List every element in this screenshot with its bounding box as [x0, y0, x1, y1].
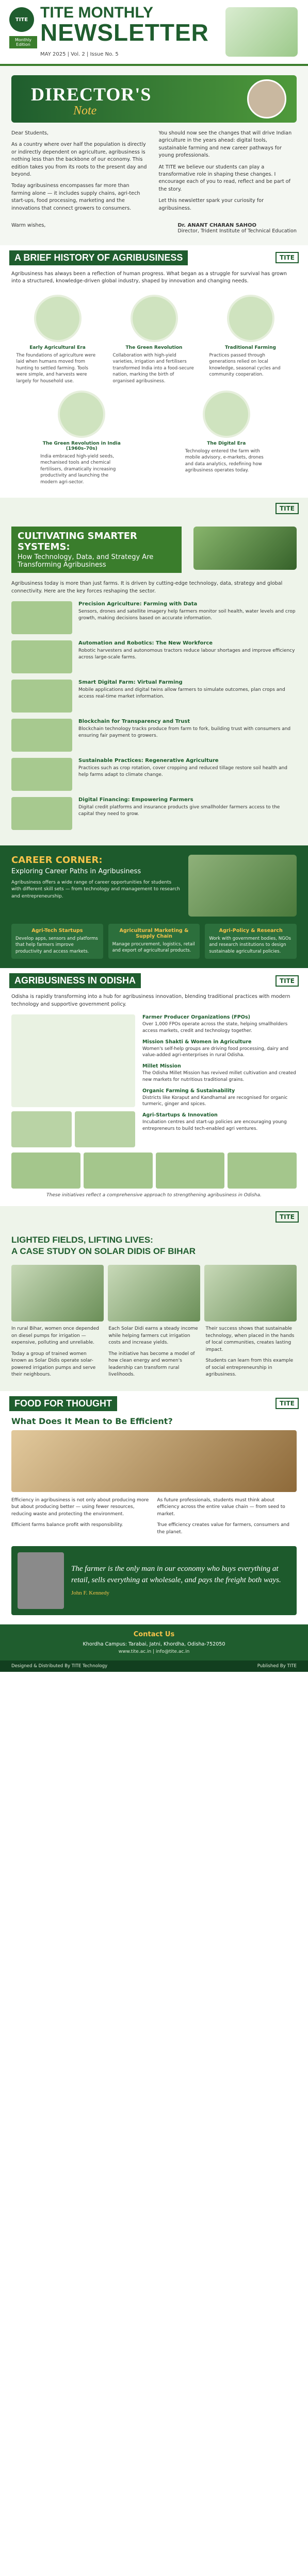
item-text: [78, 601, 297, 634]
section-header: [0, 245, 308, 270]
tite-logo: TITE: [275, 1398, 299, 1409]
solar-paragraph: Today a group of trained women known as Solar Didis operate solar-powered irrigation pumps and serve their neighbours.: [11, 1351, 96, 1378]
food-body: [0, 1497, 308, 1540]
career-column-title: Agri-Tech Startups: [31, 928, 83, 934]
history-text: India embraced high-yield seeds, mechanised tools and chemical fertilisers, dramatically increasing productivity and launching the modern agri-sector.: [40, 453, 116, 485]
section-header: [0, 968, 308, 993]
quote-text: The farmer is the only man in our economy who buys everything at retail, sells everything at wholesale, and pays the freight both ways.: [71, 1565, 281, 1585]
solar-body: [0, 1326, 308, 1383]
tite-logo: TITE: [275, 975, 299, 987]
banner-title: DIRECTOR'S: [31, 84, 152, 105]
list-item: [11, 797, 297, 830]
solar-paragraph: In rural Bihar, women once depended on diesel pumps for irrigation — expensive, polluting and unreliable.: [11, 1326, 99, 1346]
cultivating-list: [0, 601, 308, 830]
note-paragraph: As a country where over half the population is directly or indirectly dependent on agriculture, agribusiness is nothing less than the backbone of our economy. This edition takes you from its roots to the present day and beyond.: [11, 142, 147, 177]
strip-photo: [84, 1153, 153, 1189]
history-caption: The Digital Era: [207, 440, 246, 446]
masthead-illustration: [225, 7, 298, 57]
odisha-photo-strip: [0, 1147, 308, 1189]
solar-paragraph: The initiative has become a model of how clean energy and women's leadership can transform rural livelihoods.: [108, 1351, 195, 1378]
masthead: [0, 0, 308, 66]
initiative-text: Over 1,000 FPOs operate across the state, helping smallholders access markets, credit and technology together.: [142, 1022, 288, 1033]
item-body: Practices such as crop rotation, cover cropping and reduced tillage restore soil health and help farms adapt to climate change.: [78, 766, 288, 778]
item-title: Digital Financing: Empowering Farmers: [78, 797, 193, 803]
food-paragraph: As future professionals, students must think about efficiency across the entire value chain — from seed to market.: [157, 1497, 285, 1517]
section-header: [0, 1206, 308, 1228]
career-column-text: Manage procurement, logistics, retail and export of agricultural products.: [112, 942, 195, 954]
footer-left: Designed & Distributed By TITE Technology: [11, 1664, 108, 1669]
item-body: Sensors, drones and satellite imagery help farmers monitor soil health, water levels and crop growth, making decisions based on accurate information.: [78, 609, 296, 621]
list-item: [11, 680, 297, 713]
career-column: [11, 924, 103, 959]
contact-section: [0, 1624, 308, 1660]
food-subtitle-block: [0, 1416, 308, 1430]
food-paragraph: Efficiency in agribusiness is not only about producing more but about producing better — using fewer resources, reducing waste and protecting the environment.: [11, 1497, 149, 1517]
item-text: [78, 797, 297, 830]
note-paragraph: Dear Students,: [11, 130, 48, 136]
director-signature: [11, 223, 297, 234]
tite-logo: TITE: [275, 252, 299, 263]
item-body: Digital credit platforms and insurance products give smallholder farmers access to the capital they need to grow.: [78, 805, 280, 817]
footer: [0, 1660, 308, 1672]
item-text: [78, 680, 297, 713]
initiative-title: Farmer Producer Organizations (FPOs): [142, 1014, 251, 1021]
career-intro: Agribusiness offers a wide range of career opportunities for students with different skill sets — from technology and management to research and entrepreneurship.: [11, 879, 180, 899]
career-column-title: Agricultural Marketing & Supply Chain: [119, 928, 189, 939]
solar-case-study: [0, 1206, 308, 1391]
contact-heading: Contact Us: [133, 1631, 175, 1639]
quote-author-photo: [18, 1552, 64, 1609]
item-body: Blockchain technology tracks produce from farm to fork, building trust with consumers and ensuring fair payment to growers.: [78, 726, 291, 739]
career-column-title: Agri-Policy & Research: [219, 928, 283, 934]
history-text: Collaboration with high-yield varieties, irrigation and fertilisers transformed India into a food-secure nation, marking the birth of organised agribusiness.: [112, 352, 194, 384]
sign-off: Warm wishes,: [11, 222, 46, 228]
section-title: A BRIEF HISTORY OF AGRIBUSINESS: [9, 250, 188, 265]
title-part-3: NEWSLETTER: [40, 19, 209, 46]
history-section: [0, 245, 308, 498]
solar-title: [0, 1228, 308, 1261]
history-caption: Early Agricultural Era: [29, 345, 86, 350]
item-title: Precision Agriculture: Farming with Data: [78, 601, 198, 607]
quote-author: John F. Kennedy: [71, 1589, 109, 1596]
food-for-thought: [0, 1391, 308, 1625]
list-item: [11, 601, 297, 634]
initiative: [142, 1088, 297, 1108]
item-image: [11, 797, 72, 830]
history-caption: The Green Revolution in India (1960s–70s): [42, 440, 121, 451]
solar-column: [108, 1326, 199, 1383]
newsletter-title: [40, 5, 209, 44]
solar-paragraph: Each Solar Didi earns a steady income while helping farmers cut irrigation costs and increase yields.: [108, 1326, 198, 1346]
item-title: Blockchain for Transparency and Trust: [78, 719, 190, 724]
career-corner: [0, 845, 308, 968]
tite-logo: TITE: [275, 503, 299, 514]
career-column: [108, 924, 200, 959]
initiative: [142, 1112, 297, 1132]
director-title: Director, Trident Institute of Technical Education: [177, 228, 297, 234]
career-subtitle: Exploring Career Paths in Agribusiness: [11, 868, 141, 875]
history-text: Technology entered the farm with mobile advisory, e-markets, drones and data analytics, redefining how agribusiness operates today.: [185, 448, 264, 473]
strip-photo: [156, 1153, 225, 1189]
director-name: Dr. ANANT CHARAN SAHOO: [177, 222, 257, 228]
initiative: [142, 1039, 297, 1059]
cultivating-image: [193, 527, 297, 570]
quote-box: [11, 1546, 297, 1615]
solar-photo: [11, 1265, 104, 1321]
career-column: [205, 924, 297, 959]
item-title: Automation and Robotics: The New Workforce: [78, 640, 213, 646]
solar-column: [206, 1326, 297, 1383]
item-text: [78, 640, 297, 673]
history-item: [185, 391, 268, 485]
section-header: [0, 1391, 308, 1416]
note-paragraph: Let this newsletter spark your curiosity for agribusiness.: [158, 198, 264, 211]
item-image: [11, 758, 72, 791]
section-title: AGRIBUSINESS IN ODISHA: [9, 973, 141, 988]
section-intro: Odisha is rapidly transforming into a hub for agribusiness innovation, blending traditional practices with modern technology and supportive government policy.: [11, 994, 290, 1007]
initiative-title: Agri-Startups & Innovation: [142, 1112, 218, 1118]
signatory: [177, 223, 297, 234]
history-image: [203, 391, 250, 438]
directors-note-banner: [11, 75, 297, 123]
history-item: [209, 295, 292, 384]
strip-photo: [11, 1153, 80, 1189]
career-title-block: [11, 855, 181, 917]
item-text: [78, 758, 297, 791]
history-text: The foundations of agriculture were laid when humans moved from hunting to settled farming. Tools were simple, and harvests were largely for household use.: [16, 352, 96, 384]
solar-photo: [108, 1265, 200, 1321]
history-item: [40, 391, 123, 485]
directors-note-body: [11, 130, 297, 216]
contact-links[interactable]: www.tite.ac.in | info@tite.ac.in: [118, 1649, 190, 1655]
item-title: Smart Digital Farm: Virtual Farming: [78, 680, 183, 685]
career-image: [188, 855, 297, 917]
footer-right: Published By TITE: [257, 1664, 297, 1669]
note-paragraph: At TITE we believe our students can play a transformative role in shaping these changes. I encourage each of you to read, reflect and be part of the story.: [158, 164, 290, 192]
tite-logo: TITE: [275, 1211, 299, 1223]
history-caption: The Green Revolution: [125, 345, 183, 350]
food-paragraph: True efficiency creates value for farmers, consumers and the planet.: [157, 1522, 290, 1535]
item-image: [11, 601, 72, 634]
solar-photos: [0, 1261, 308, 1326]
quote: [71, 1564, 290, 1597]
directors-note: [0, 66, 308, 245]
initiative-text: Incubation centres and start-up policies are encouraging young entrepreneurs to build tech-enabled agri ventures.: [142, 1120, 287, 1131]
odisha-section: [0, 968, 308, 1206]
initiative-title: Organic Farming & Sustainability: [142, 1088, 235, 1094]
note-column-2: [159, 130, 297, 216]
initiative-text: Districts like Koraput and Kandhamal are recognised for organic turmeric, ginger and spices.: [142, 1095, 288, 1107]
cultivating-header: [0, 519, 308, 580]
food-column: [11, 1497, 151, 1540]
food-image: [11, 1430, 297, 1492]
note-column-1: [11, 130, 150, 216]
solar-paragraph: Their success shows that sustainable technology, when placed in the hands of local communities, creates lasting impact.: [205, 1326, 295, 1352]
history-caption: Traditional Farming: [225, 345, 276, 350]
food-subtitle: What Does It Mean to Be Efficient?: [11, 1416, 173, 1426]
item-text: [78, 719, 297, 752]
list-item: [11, 640, 297, 673]
history-image: [34, 295, 82, 342]
strip-photo: [228, 1153, 297, 1189]
initiative-title: Millet Mission: [142, 1063, 181, 1070]
initiative: [142, 1014, 297, 1035]
initiative: [142, 1063, 297, 1083]
director-photo: [247, 79, 286, 118]
food-paragraph: Efficient farms balance profit with responsibility.: [11, 1522, 123, 1528]
section-intro: Agribusiness today is more than just farms. It is driven by cutting-edge technology, data, strategy and global connectivity. Here are the key forces reshaping the sector.: [11, 581, 283, 594]
item-title: Sustainable Practices: Regenerative Agriculture: [78, 758, 219, 764]
list-item: [11, 719, 297, 752]
solar-title-line-2: A CASE STUDY ON SOLAR DIDIS OF BIHAR: [11, 1246, 196, 1257]
odisha-photos: [11, 1111, 135, 1147]
cultivating-title: CULTIVATING SMARTER SYSTEMS:: [18, 531, 137, 553]
list-item: [11, 758, 297, 791]
history-text: Practices passed through generations relied on local knowledge, seasonal cycles and community cooperation.: [209, 352, 281, 378]
solar-column: [11, 1326, 102, 1383]
history-row-1: [0, 292, 308, 387]
career-column-text: Work with government bodies, NGOs and research institutions to design sustainable agricultural policies.: [209, 936, 291, 954]
contact-address: Khordha Campus: Tarabai, Jatni, Khordha, Odisha-752050: [83, 1641, 225, 1648]
solar-paragraph: Students can learn from this example of social entrepreneurship in agribusiness.: [205, 1358, 294, 1378]
career-column-text: Develop apps, sensors and platforms that help farmers improve productivity and access markets.: [15, 936, 98, 954]
edition-line: MAY 2025 | Vol. 2 | Issue No. 5: [40, 52, 119, 57]
initiative-text: The Odisha Millet Mission has revived millet cultivation and created new markets for nutritious traditional grains.: [142, 1071, 296, 1082]
section-intro: Agribusiness has always been a reflection of human progress. What began as a struggle for survival has grown into a structured, knowledge-driven global industry, shaped by innovation and changing needs.: [11, 270, 287, 284]
history-row-2: [0, 387, 308, 488]
title-part-2: MONTHLY: [78, 4, 154, 21]
history-item: [113, 295, 196, 384]
initiative-text: Women's self-help groups are driving food processing, dairy and value-added agri-enterprises in rural Odisha.: [142, 1046, 288, 1058]
section-header: [0, 498, 308, 519]
section-title: FOOD FOR THOUGHT: [9, 1396, 117, 1411]
solar-title-line-1: LIGHTED FIELDS, LIFTING LIVES:: [11, 1235, 153, 1245]
institute-logo: TITE: [9, 7, 34, 32]
note-paragraph: You should now see the changes that will drive Indian agriculture in the years ahead: digital tools, sustainable farming and new career pathways for young professionals.: [158, 130, 292, 159]
title-part-1: TITE: [40, 4, 74, 21]
career-columns: [11, 924, 297, 959]
odisha-initiatives: [142, 1014, 297, 1147]
odisha-note: These initiatives reflect a comprehensive approach to strengthening agribusiness in Odisha.: [46, 1193, 262, 1198]
cultivating-subtitle: How Technology, Data, and Strategy Are Transforming Agribusiness: [18, 553, 154, 569]
career-kicker: CAREER CORNER:: [11, 855, 103, 866]
career-top: [11, 855, 297, 917]
note-paragraph: Today agribusiness encompasses far more than farming alone — it includes supply chains, agri-tech start-ups, food processing, marketing and the innovations that connect growers to consumers.: [11, 183, 140, 211]
edition-badge: Monthly Edition: [9, 36, 37, 48]
odisha-map: [11, 1014, 135, 1107]
history-image: [131, 295, 178, 342]
cultivating-section: [0, 498, 308, 845]
odisha-visuals: [11, 1014, 135, 1147]
history-item: [17, 295, 99, 384]
odisha-photo: [75, 1111, 135, 1147]
solar-photo: [204, 1265, 297, 1321]
cultivating-title-box: [11, 527, 182, 573]
banner-subtitle: Note: [73, 104, 97, 117]
odisha-body: [0, 1014, 308, 1147]
odisha-photo: [11, 1111, 72, 1147]
initiative-title: Mission Shakti & Women in Agriculture: [142, 1039, 252, 1045]
item-image: [11, 640, 72, 673]
food-column: [157, 1497, 297, 1540]
history-image: [58, 391, 105, 438]
history-image: [227, 295, 274, 342]
item-body: Mobile applications and digital twins allow farmers to simulate outcomes, plan crops and access real-time market information.: [78, 687, 285, 700]
item-image: [11, 719, 72, 752]
item-body: Robotic harvesters and autonomous tractors reduce labour shortages and improve efficiency across large-scale farms.: [78, 648, 295, 660]
item-image: [11, 680, 72, 713]
